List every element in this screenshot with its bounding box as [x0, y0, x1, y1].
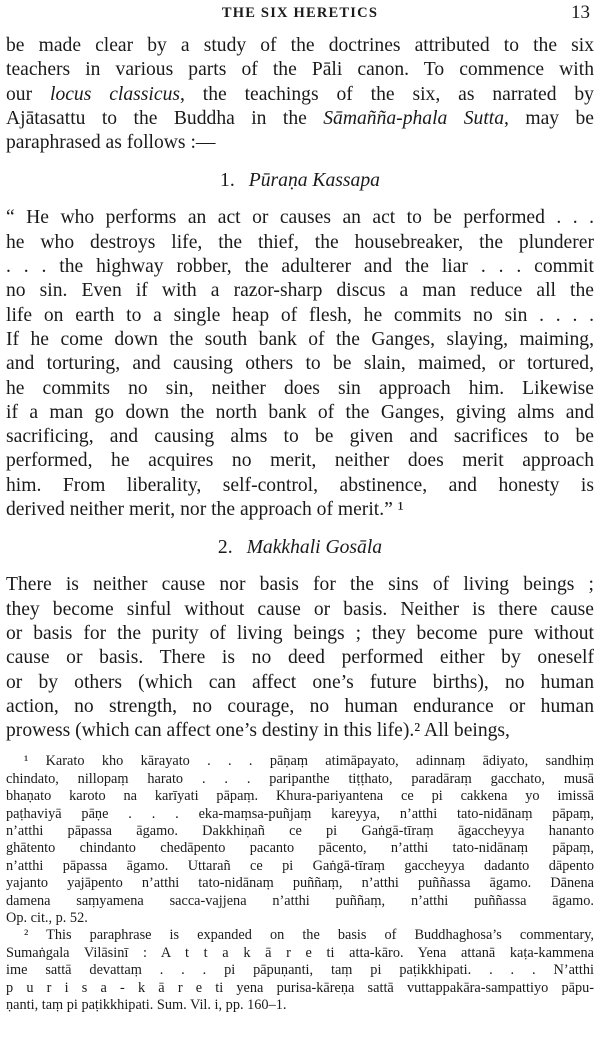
running-head: [6, 0, 594, 34]
section-paragraph: [6, 573, 594, 743]
text-line: derived neither merit, nor the approach of merit.” ¹: [6, 499, 404, 521]
text-line: teachers in various parts of the Pāli canon. To commence with: [6, 59, 594, 81]
text-line: . . . the highway robber, the adulterer and the liar . . . commit: [6, 256, 594, 278]
text-line: be made clear by a study of the doctrines attributed to the six: [6, 35, 594, 56]
text-line: performed, he acquires no merit, neither does merit approach: [6, 450, 594, 472]
text-line: or basis for the purity of living beings ; they become pure without: [6, 622, 594, 644]
text-line: life on earth to a single heap of flesh, he commits no sin . . . .: [6, 304, 594, 326]
text-line: he commits no sin, neither does sin approach him. Likewise: [6, 377, 594, 399]
text-line: prowess (which can affect one’s destiny in this life).² All beings,: [6, 720, 510, 742]
section-name: Makkhali Gosāla: [246, 537, 383, 559]
text-line: if a man go down the north bank of the Ganges, giving alms and: [6, 401, 594, 423]
text-line: he who destroys life, the thief, the housebreaker, the plunderer: [6, 231, 594, 253]
text-line: If he come down the south bank of the Ganges, slaying, maiming,: [6, 328, 594, 350]
footnote-line: chindato, nillopaṃ harato . . . paripanthe tiṭṭhato, paradāraṃ gacchato, musā: [6, 770, 594, 787]
text-line: Ajātasattu to the Buddha in the Sāmañña-phala Sutta, may be: [6, 107, 594, 129]
footnote-line: damena saṃyamena sacca-vajjena n’atthi puññaṃ, n’atthi puññassa āgamo.: [6, 892, 594, 909]
text-line: no sin. Even if with a razor-sharp discus a man reduce all the: [6, 280, 594, 302]
footnote-line: n’atthi pāpassa āgamo. Uttarañ ce pi Gaṅgā-tīraṃ gaccheyya dadanto dāpento: [6, 857, 594, 874]
footnote-line: p u r i s a - k ā r e ti yena purisa-kāreṇa sattā vuttappakāra-sampattiyo pāpu-: [6, 979, 594, 996]
text-line: or by others (which can affect one’s future births), no human: [6, 671, 594, 693]
footnote-line: Op. cit., p. 52.: [6, 910, 88, 927]
intro-paragraph: [6, 34, 594, 155]
footnote-line: paṭhaviyā pāṇe . . . eka-maṃsa-puñjaṃ kareyya, n’atthi tato-nidānaṃ pāpaṃ,: [6, 805, 594, 822]
text-line: our locus classicus, the teachings of the six, as narrated by: [6, 83, 594, 105]
text-line: and torturing, and causing others to be slain, maimed, or tortured,: [6, 353, 594, 375]
footnote-line: yajanto yajāpento n’atthi tato-nidānaṃ puññaṃ, n’atthi puññassa āgamo. Dānena: [6, 875, 594, 892]
footnote-line: bhaṇato karoto na karīyati pāpaṃ. Khura-pariyantena ce pi cakkena yo imissā: [6, 788, 594, 805]
text-line: There is neither cause nor basis for the sins of living beings ;: [6, 574, 594, 596]
footnote-line: n’atthi pāpassa āgamo. Dakkhiṇañ ce pi Gaṅgā-tīraṃ āgaccheyya hananto: [6, 823, 594, 840]
text-line: they become sinful without cause or basis. Neither is there cause: [6, 598, 594, 620]
text-line: sacrificing, and causing alms to be given and sacrifices to be: [6, 426, 594, 448]
section-number: 1.: [220, 170, 235, 192]
text-line: action, no strength, no courage, no human endurance or human: [6, 695, 594, 717]
main-text: [6, 34, 594, 743]
footnote-line: ghātento chindanto chedāpento pacanto pācento, n’atthi tato-nidānaṃ pāpaṃ,: [6, 840, 594, 857]
footnotes: [6, 753, 594, 1014]
footnote-line: Sumaṅgala Vilāsinī : A t t a k ā r e ti atta-kāro. Yena attanā kaṭa-kammena: [6, 944, 594, 961]
text-line: “ He who performs an act or causes an act to be performed . . .: [6, 207, 594, 229]
book-page: [6, 0, 594, 1015]
footnote-line: ṇanti, taṃ pi paṭikkhipati. Sum. Vil. i, pp. 160–1.: [6, 997, 287, 1014]
text-line: cause or basis. There is no deed performed either by oneself: [6, 647, 594, 669]
section-name: Pūraṇa Kassapa: [248, 170, 380, 192]
section-heading: [6, 169, 594, 193]
footnote-line: ² This paraphrase is expanded on the basis of Buddhaghosa’s commentary,: [24, 927, 594, 944]
footnote-line: ¹ Karato kho kārayato . . . pāṇaṃ atimāpayato, adinnaṃ ādiyato, sandhiṃ: [24, 753, 594, 770]
footnote-2: [6, 927, 594, 1014]
page-number: 13: [571, 2, 590, 23]
section-number: 2.: [217, 537, 233, 559]
text-line: him. From liberality, self-control, abstinence, and honesty is: [6, 474, 594, 496]
footnote-line: ime sattā devattaṃ . . . pi pāpuṇanti, taṃ pi paṭikkhipati. . . . N’atthi: [6, 962, 594, 979]
running-head-title: THE SIX HERETICS: [221, 5, 379, 21]
footnote-1: [6, 753, 594, 927]
section-paragraph: [6, 206, 594, 522]
section-heading: [6, 536, 594, 560]
text-line: paraphrased as follows :—: [6, 132, 216, 154]
